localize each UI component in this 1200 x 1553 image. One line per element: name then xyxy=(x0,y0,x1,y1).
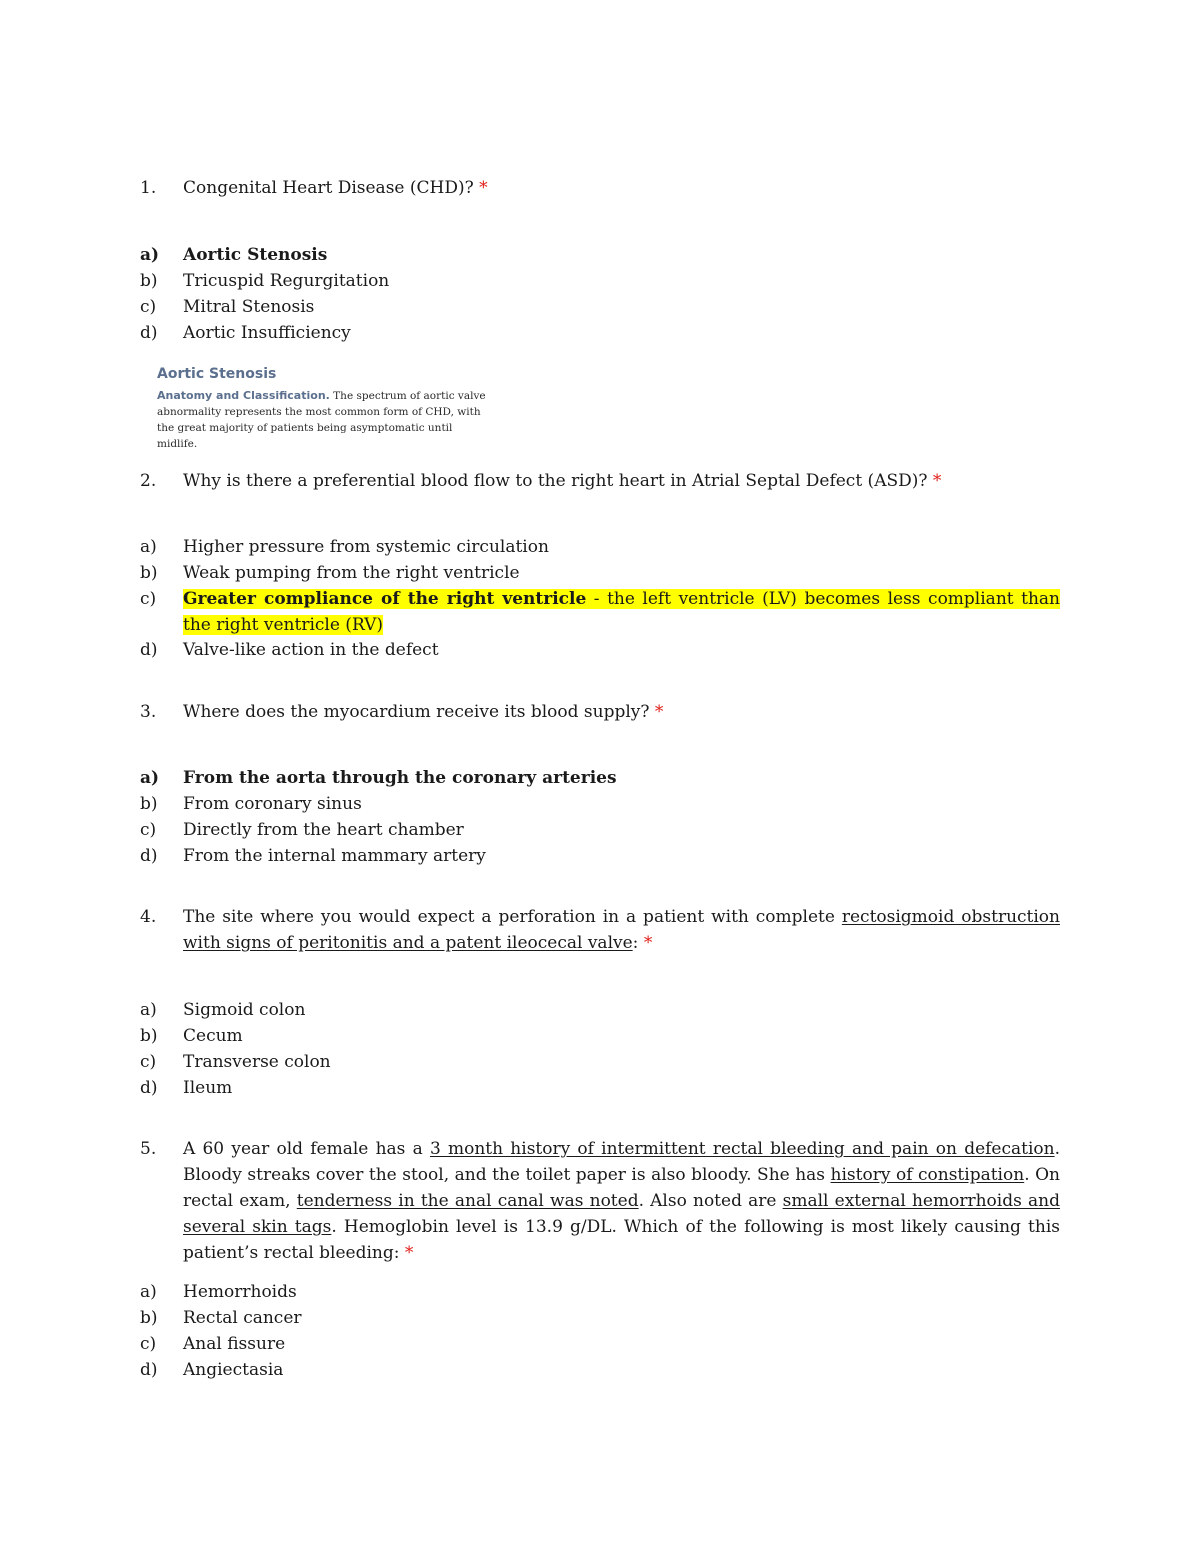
underlined-phrase: 3 month history of intermittent rectal bleeding and pain on defecation xyxy=(429,1139,1055,1159)
question-text: Where does the myocardium receive its blood supply? xyxy=(183,702,650,722)
question-text: Congenital Heart Disease (CHD)? xyxy=(183,178,474,198)
excerpt-heading: Anatomy and Classification. xyxy=(157,389,330,402)
question-text: Why is there a preferential blood flow to the right heart in Atrial Septal Defect (ASD)? xyxy=(183,471,928,491)
excerpt-title: Aortic Stenosis xyxy=(157,366,277,382)
question-number: 4. xyxy=(140,907,157,927)
required-mark: * xyxy=(479,178,488,198)
underlined-phrase: history of constipation xyxy=(830,1165,1025,1185)
underlined-phrase: rectosigmoid obstruction with signs of peritonitis and a patent ileocecal valve xyxy=(183,907,1060,953)
question-number: 2. xyxy=(140,471,157,491)
answer-highlight: Greater compliance of the right ventricle xyxy=(183,589,587,609)
document-page: 1. Congenital Heart Disease (CHD)? * a) Aortic Stenosis b) Tricuspid Regurgitation c) Mitral Stenosis d) Aortic Insufficiency Aortic Stenosis Anatomy and Classification. The spectrum of aortic valve abnormality represents the most common form of CHD, with the great majority of patients being asymptomatic until midlife. 2. Why is there a preferential blood flow to the right heart in Atrial Septal Defect (ASD)? * a) Higher pressure from systemic circulation b) Weak pumping from the right ventricle c) Greater compliance of the right ventricle - the left ventricle (LV) becomes less compliant than the right ventricle (RV) d) Valve-like action in the defect 3. Where does the myocardium receive its blood supply? * a) From the aorta through the coronary arteries b) From coronary sinus c) Directly from the heart chamber d) From the internal mammary artery 4. The site where you would expect a perforation in a patient with complete rectosigmoid obstruction with signs of peritonitis and a patent ileocecal valve: * a) Sigmoid colon b) Cecum c) Transverse colon d) Ileum 5. A 60 year old female has a 3 month history of intermittent rectal bleeding and pain on defecation. Bloody streaks cover the stool, and the toilet paper is also bloody. She has history of constipation. On rectal exam, tenderness in the anal canal was noted. Also noted are small external hemorrhoids and several skin tags. Hemoglobin level is 13.9 g/DL. Which of the following is most likely causing this patient’s rectal bleeding: * a) Hemorrhoids b) Rectal cancer c) Anal fissure d) Angiectasia xyxy=(0,0,1200,1553)
excerpt-body: Anatomy and Classification. The spectrum of aortic valve abnormality represents the most common form of CHD, with the great majority of patients being asymptomatic until midlife. xyxy=(157,389,486,450)
question-number: 1. xyxy=(140,178,157,198)
textbook-excerpt xyxy=(157,364,497,452)
required-mark: * xyxy=(654,702,664,722)
required-mark: * xyxy=(404,1243,414,1263)
question-number: 3. xyxy=(140,702,157,722)
required-mark: * xyxy=(932,471,942,491)
underlined-phrase: tenderness in the anal canal was noted xyxy=(296,1191,639,1211)
required-mark: * xyxy=(643,933,653,953)
underlined-phrase: small external hemorrhoids and several skin tags xyxy=(183,1191,1060,1237)
answer-note: - the left ventricle (LV) becomes less compliant than the right ventricle (RV) xyxy=(183,589,1060,635)
question-number: 5. xyxy=(140,1139,157,1159)
